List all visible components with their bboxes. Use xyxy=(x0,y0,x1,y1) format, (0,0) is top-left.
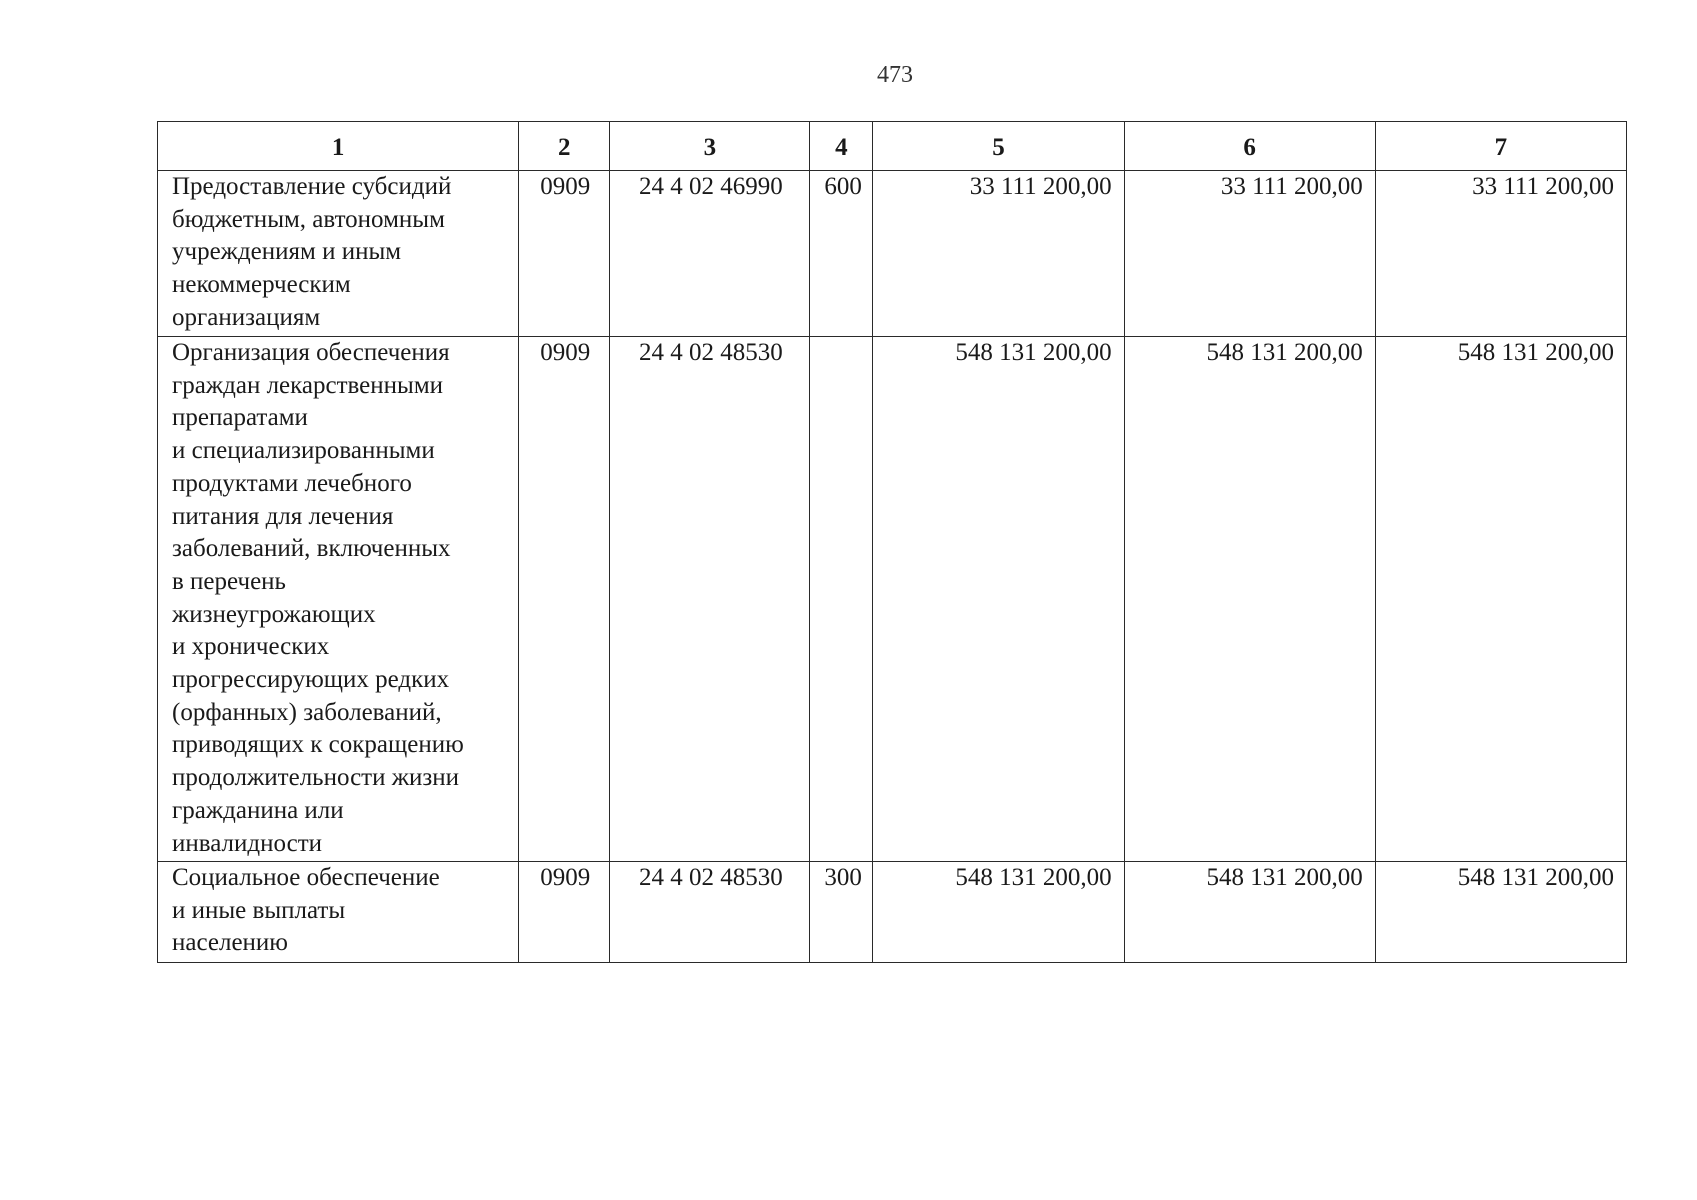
expense-name-cell xyxy=(158,862,519,963)
column-header-1: 1 xyxy=(158,122,519,171)
expense-name-line: и специализированными xyxy=(172,437,435,465)
table-row xyxy=(158,862,1627,963)
expense-name-line: Социальное обеспечение xyxy=(172,864,440,891)
table-row xyxy=(158,171,1627,337)
expense-name-line: гражданина или xyxy=(172,796,344,824)
expense-name-cell xyxy=(158,337,519,862)
expense-name-line: (орфанных) заболеваний, xyxy=(172,698,442,726)
amount-cell-col5: 548 131 200,00 xyxy=(873,337,1124,862)
expense-name-line: заболеваний, включенных xyxy=(172,535,451,563)
expense-name-line: продуктами лечебного xyxy=(172,469,412,497)
expense-name-line: приводящих к сокращению xyxy=(172,731,464,759)
column-header-4: 4 xyxy=(810,122,873,171)
header-row xyxy=(158,122,1627,171)
expense-name-line: учреждениям и иным xyxy=(172,238,402,266)
expense-name-line: населению xyxy=(172,929,288,957)
expense-kind-cell: 300 xyxy=(810,862,873,963)
table-row xyxy=(158,337,1627,862)
expense-name-line: в перечень xyxy=(172,567,286,595)
expense-name-line: инвалидности xyxy=(172,829,323,857)
target-code-cell: 24 4 02 48530 xyxy=(610,337,810,862)
expense-name-line: Предоставление субсидий xyxy=(172,173,452,200)
amount-cell-col7: 548 131 200,00 xyxy=(1375,862,1626,963)
amount-cell-col6: 548 131 200,00 xyxy=(1124,862,1375,963)
expense-name-line: некоммерческим xyxy=(172,271,351,299)
amount-cell-col6: 33 111 200,00 xyxy=(1124,171,1375,337)
expense-name-line: организациям xyxy=(172,303,321,331)
expense-name-cell xyxy=(158,171,519,337)
budget-table xyxy=(157,121,1627,963)
expense-name-line: продолжительности жизни xyxy=(172,764,460,792)
column-header-7: 7 xyxy=(1375,122,1626,171)
target-code-cell: 24 4 02 48530 xyxy=(610,862,810,963)
expense-name-line: Организация обеспечения xyxy=(172,339,450,366)
column-header-2: 2 xyxy=(519,122,610,171)
section-code-cell: 0909 xyxy=(519,337,610,862)
amount-cell-col7: 548 131 200,00 xyxy=(1375,337,1626,862)
section-code-cell: 0909 xyxy=(519,862,610,963)
column-header-5: 5 xyxy=(873,122,1124,171)
expense-name-line: жизнеугрожающих xyxy=(172,600,376,628)
target-code-cell: 24 4 02 46990 xyxy=(610,171,810,337)
amount-cell-col7: 33 111 200,00 xyxy=(1375,171,1626,337)
page-number: 473 xyxy=(877,62,913,88)
amount-cell-col6: 548 131 200,00 xyxy=(1124,337,1375,862)
expense-name-line: препаратами xyxy=(172,404,308,432)
column-header-3: 3 xyxy=(610,122,810,171)
expense-kind-cell xyxy=(810,337,873,862)
expense-kind-cell: 600 xyxy=(810,171,873,337)
expense-name-line: и хронических xyxy=(172,633,330,661)
amount-cell-col5: 33 111 200,00 xyxy=(873,171,1124,337)
expense-name-line: прогрессирующих редких xyxy=(172,666,450,694)
section-code-cell: 0909 xyxy=(519,171,610,337)
expense-name-line: и иные выплаты xyxy=(172,896,346,924)
expense-name-line: граждан лекарственными xyxy=(172,371,444,399)
amount-cell-col5: 548 131 200,00 xyxy=(873,862,1124,963)
column-header-6: 6 xyxy=(1124,122,1375,171)
expense-name-line: питания для лечения xyxy=(172,502,394,530)
expense-name-line: бюджетным, автономным xyxy=(172,205,445,233)
